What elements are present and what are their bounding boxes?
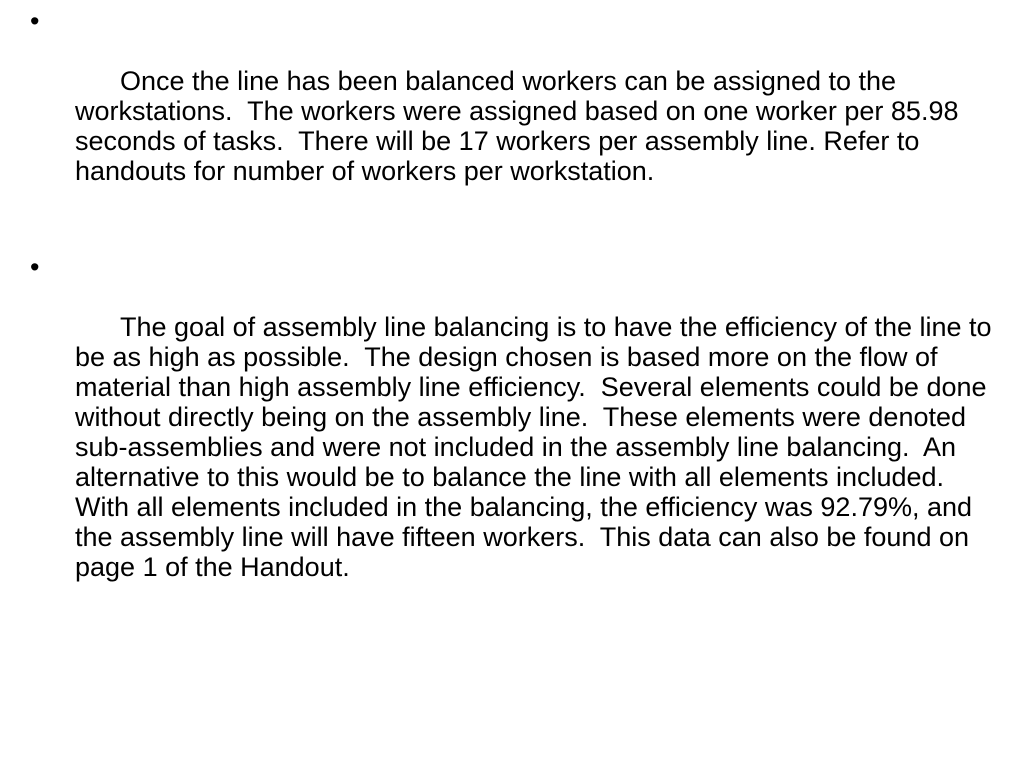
- bullet-item-efficiency: [30, 252, 1000, 612]
- bullet-icon: •: [30, 6, 40, 36]
- bullet-icon: •: [30, 252, 40, 282]
- bullet-item-workers: [30, 6, 1000, 216]
- bullet-text: The goal of assembly line balancing is to have the efficiency of the line to be as high as possible. The design chosen is based more on the flow of material than high assembly line efficiency. Several elements could be done without directly being on the assembly line. These elements were denoted sub-assemblies and were not included in the assembly line balancing. An alternative to this would be to balance the line with all elements included. With all elements included in the balancing, the efficiency was 92.79%, and the assembly line will have fifteen workers. This data can also be found on page 1 of the Handout.: [75, 312, 1000, 582]
- bullet-list: [30, 6, 1000, 648]
- bullet-text: Once the line has been balanced workers can be assigned to the workstations. The workers were assigned based on one worker per 85.98 seconds of tasks. There will be 17 workers per assembly line. Refer to handouts for number of workers per workstation.: [75, 66, 966, 186]
